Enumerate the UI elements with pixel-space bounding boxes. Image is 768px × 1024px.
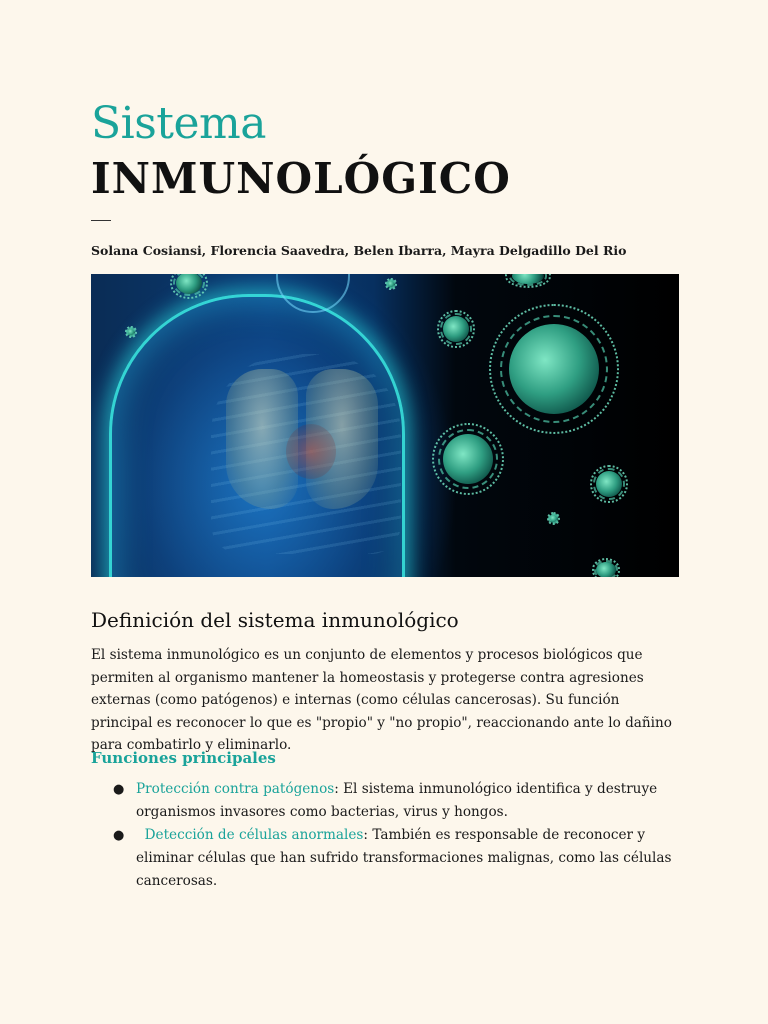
bullet-icon: ● [113,828,125,843]
list-item-description: : También es responsable de reconocer y eliminar células que han sufrido transformaciones malignas, como las células cancerosas. [136,827,672,889]
list-item-text [136,824,681,893]
virus-icon [512,274,544,284]
authors-line: Solana Cosiansi, Florencia Saavedra, Belen Ibarra, Mayra Delgadillo Del Rio [91,243,627,258]
virus-icon [443,434,493,484]
virus-icon [596,471,622,497]
functions-list [91,778,681,893]
functions-heading: Funciones principales [91,749,276,767]
section-heading: Definición del sistema inmunológico [91,608,459,632]
list-item-text [136,778,681,824]
title-line-1: Sistema [91,98,266,149]
list-item [91,824,681,893]
virus-icon [509,324,599,414]
virus-icon [127,328,135,336]
virus-icon [176,274,202,294]
virus-icon [443,316,469,342]
list-item-term: Protección contra patógenos [136,781,335,797]
title-divider [91,220,111,221]
left-lung [226,369,298,509]
hero-image-immune-system [91,274,679,577]
virus-icon [549,514,558,523]
definition-paragraph: El sistema inmunológico es un conjunto de elementos y procesos biológicos que permiten al organismo mantener la homeostasis y protegerse contra agresiones externas (como patógenos) e internas (como células cancerosas). Su función principal es reconocer lo que es "propio" y "no propio", reaccionando ante lo dañino para combatirlo y eliminarlo. [91,647,672,753]
heart [286,424,336,479]
list-item [91,778,681,824]
virus-icon [596,562,616,577]
title-line-2: INMUNOLÓGICO [91,154,511,203]
bullet-icon: ● [113,782,125,797]
virus-icon [387,280,395,288]
list-item-description: : El sistema inmunológico identifica y destruye organismos invasores como bacterias, virus y hongos. [136,781,658,820]
list-item-term: Detección de células anormales [136,827,364,843]
